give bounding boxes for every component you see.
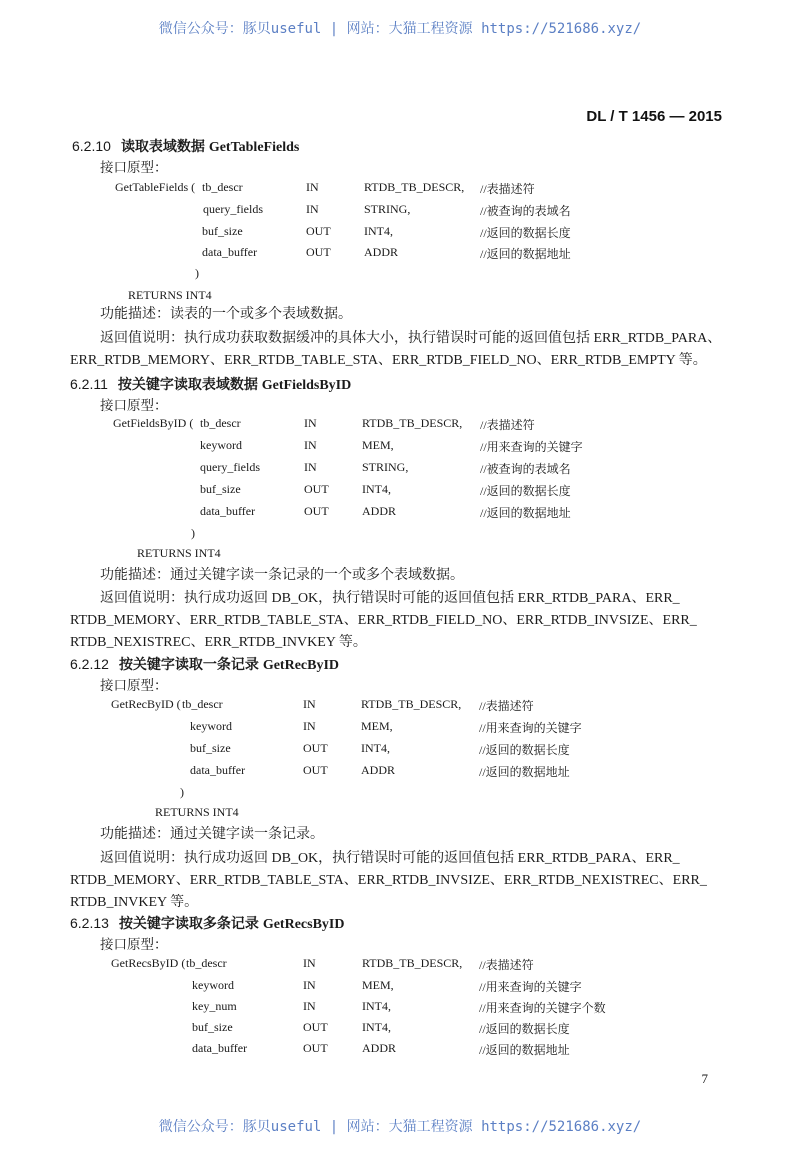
param-name: buf_size <box>190 741 231 755</box>
param-name: keyword <box>200 438 242 452</box>
param-dir: IN <box>303 978 316 992</box>
param-dir: IN <box>306 180 319 194</box>
param-comment: //被查询的表域名 <box>480 204 571 218</box>
param-name: buf_size <box>192 1020 233 1034</box>
section-title-cn: 按关键字读取表域数据 <box>117 376 258 392</box>
param-type: ADDR <box>364 245 399 259</box>
param-name: query_fields <box>203 202 263 216</box>
param-type: RTDB_TB_DESCR, <box>364 180 465 194</box>
section-title-cn: 读取表域数据 <box>120 138 205 154</box>
param-comment: //返回的数据地址 <box>480 506 571 520</box>
param-comment: //用来查询的关键字 <box>479 980 582 994</box>
param-dir: OUT <box>304 482 329 496</box>
function-name: GetTableFields ( <box>115 180 196 194</box>
section-heading-6-2-13 <box>70 913 344 933</box>
param-dir: IN <box>304 416 317 430</box>
param-name: buf_size <box>202 224 243 238</box>
prototype-label: 接口原型： <box>100 678 168 693</box>
param-dir: IN <box>304 460 317 474</box>
param-comment: //用来查询的关键字 <box>480 440 583 454</box>
function-description: 功能描述：读表的一个或多个表域数据。 <box>100 307 352 322</box>
section-title-cn: 按关键字读取多条记录 <box>118 915 259 931</box>
section-title-cn: 按关键字读取一条记录 <box>118 656 259 672</box>
param-type: ADDR <box>362 1041 397 1055</box>
param-type: INT4, <box>361 741 390 755</box>
param-dir: OUT <box>304 504 329 518</box>
param-dir: IN <box>304 438 317 452</box>
param-dir: IN <box>306 202 319 216</box>
param-dir: IN <box>303 999 316 1013</box>
param-comment: //用来查询的关键字 <box>479 721 582 735</box>
param-type: ADDR <box>361 763 396 777</box>
watermark-top: 微信公众号：豚贝useful | 网站：大猫工程资源 https://521686.xyz/ <box>158 21 642 37</box>
function-name: GetRecsByID ( <box>111 956 186 970</box>
function-name: GetFieldsByID ( <box>113 416 194 430</box>
param-type: RTDB_TB_DESCR, <box>362 416 463 430</box>
param-dir: IN <box>303 719 316 733</box>
section-number: 6.2.10 <box>72 138 111 154</box>
param-dir: OUT <box>303 741 328 755</box>
return-value-line: 返回值说明：执行成功返回 DB_OK，执行错误时可能的返回值包括 ERR_RTDB_PARA、ERR_ <box>100 591 680 606</box>
function-description: 功能描述：通过关键字读一条记录的一个或多个表域数据。 <box>100 568 464 583</box>
param-name: tb_descr <box>186 956 227 970</box>
returns-line: RETURNS INT4 <box>137 546 221 560</box>
param-comment: //被查询的表域名 <box>480 462 571 476</box>
param-dir: OUT <box>306 245 331 259</box>
param-comment: //返回的数据地址 <box>479 1043 570 1057</box>
param-comment: //表描述符 <box>479 958 534 972</box>
param-name: keyword <box>190 719 232 733</box>
return-value-line: RTDB_NEXISTREC、ERR_RTDB_INVKEY 等。 <box>70 635 367 650</box>
section-title-en: GetRecsByID <box>262 917 345 932</box>
param-name: buf_size <box>200 482 241 496</box>
param-type: STRING, <box>364 202 411 216</box>
param-comment: //返回的数据地址 <box>480 247 571 261</box>
section-heading-6-2-12 <box>70 654 339 674</box>
section-heading-6-2-10 <box>72 136 299 156</box>
section-heading-6-2-11 <box>70 374 351 394</box>
param-comment: //返回的数据长度 <box>480 226 571 240</box>
param-name: data_buffer <box>200 504 256 518</box>
param-dir: OUT <box>306 224 331 238</box>
section-title-en: GetFieldsByID <box>261 378 352 393</box>
param-type: INT4, <box>362 482 391 496</box>
prototype-label: 接口原型： <box>100 160 168 175</box>
close-paren: ) <box>191 526 195 540</box>
param-type: RTDB_TB_DESCR, <box>361 697 462 711</box>
param-name: tb_descr <box>202 180 243 194</box>
close-paren: ) <box>180 785 184 799</box>
param-type: MEM, <box>361 719 393 733</box>
return-value-line: 返回值说明：执行成功返回 DB_OK，执行错误时可能的返回值包括 ERR_RTDB_PARA、ERR_ <box>100 851 680 866</box>
param-name: tb_descr <box>182 697 223 711</box>
param-comment: //表描述符 <box>479 699 534 713</box>
param-name: keyword <box>192 978 234 992</box>
returns-line: RETURNS INT4 <box>128 288 212 302</box>
param-type: STRING, <box>362 460 409 474</box>
return-value-line: RTDB_MEMORY、ERR_RTDB_TABLE_STA、ERR_RTDB_INVSIZE、ERR_RTDB_NEXISTREC、ERR_ <box>70 873 707 888</box>
return-value-line: RTDB_MEMORY、ERR_RTDB_TABLE_STA、ERR_RTDB_FIELD_NO、ERR_RTDB_INVSIZE、ERR_ <box>70 613 697 628</box>
param-name: data_buffer <box>192 1041 248 1055</box>
param-name: tb_descr <box>200 416 241 430</box>
param-comment: //表描述符 <box>480 182 535 196</box>
param-type: MEM, <box>362 438 394 452</box>
param-type: INT4, <box>362 1020 391 1034</box>
watermark-bottom: 微信公众号：豚贝useful | 网站：大猫工程资源 https://521686.xyz/ <box>158 1119 642 1135</box>
section-number: 6.2.11 <box>70 376 108 392</box>
page-number: 7 <box>701 1071 708 1086</box>
param-comment: //表描述符 <box>480 418 535 432</box>
param-name: data_buffer <box>202 245 258 259</box>
param-name: data_buffer <box>190 763 246 777</box>
param-name: key_num <box>192 999 237 1013</box>
param-dir: IN <box>303 697 316 711</box>
section-title-en: GetRecByID <box>262 658 340 673</box>
function-description: 功能描述：通过关键字读一条记录。 <box>100 827 324 842</box>
param-name: query_fields <box>200 460 260 474</box>
param-type: INT4, <box>362 999 391 1013</box>
section-title-en: GetTableFields <box>208 140 300 155</box>
param-type: ADDR <box>362 504 397 518</box>
prototype-label: 接口原型： <box>100 937 168 952</box>
function-name: GetRecByID ( <box>111 697 181 711</box>
param-dir: OUT <box>303 763 328 777</box>
param-comment: //返回的数据长度 <box>479 743 570 757</box>
close-paren: ) <box>195 266 199 280</box>
param-type: INT4, <box>364 224 393 238</box>
document-code: DL / T 1456 — 2015 <box>586 108 722 125</box>
param-comment: //返回的数据长度 <box>480 484 571 498</box>
param-dir: IN <box>303 956 316 970</box>
param-type: RTDB_TB_DESCR, <box>362 956 463 970</box>
param-comment: //返回的数据地址 <box>479 765 570 779</box>
param-comment: //用来查询的关键字个数 <box>479 1001 606 1015</box>
returns-line: RETURNS INT4 <box>155 805 239 819</box>
return-value-line: RTDB_INVKEY 等。 <box>70 895 199 910</box>
param-type: MEM, <box>362 978 394 992</box>
return-value-line: ERR_RTDB_MEMORY、ERR_RTDB_TABLE_STA、ERR_RTDB_FIELD_NO、ERR_RTDB_EMPTY 等。 <box>70 353 707 368</box>
param-comment: //返回的数据长度 <box>479 1022 570 1036</box>
prototype-label: 接口原型： <box>100 398 168 413</box>
return-value-line: 返回值说明：执行成功获取数据缓冲的具体大小，执行错误时可能的返回值包括 ERR_RTDB_PARA、 <box>100 331 722 346</box>
section-number: 6.2.13 <box>70 915 109 931</box>
section-number: 6.2.12 <box>70 656 109 672</box>
param-dir: OUT <box>303 1041 328 1055</box>
param-dir: OUT <box>303 1020 328 1034</box>
